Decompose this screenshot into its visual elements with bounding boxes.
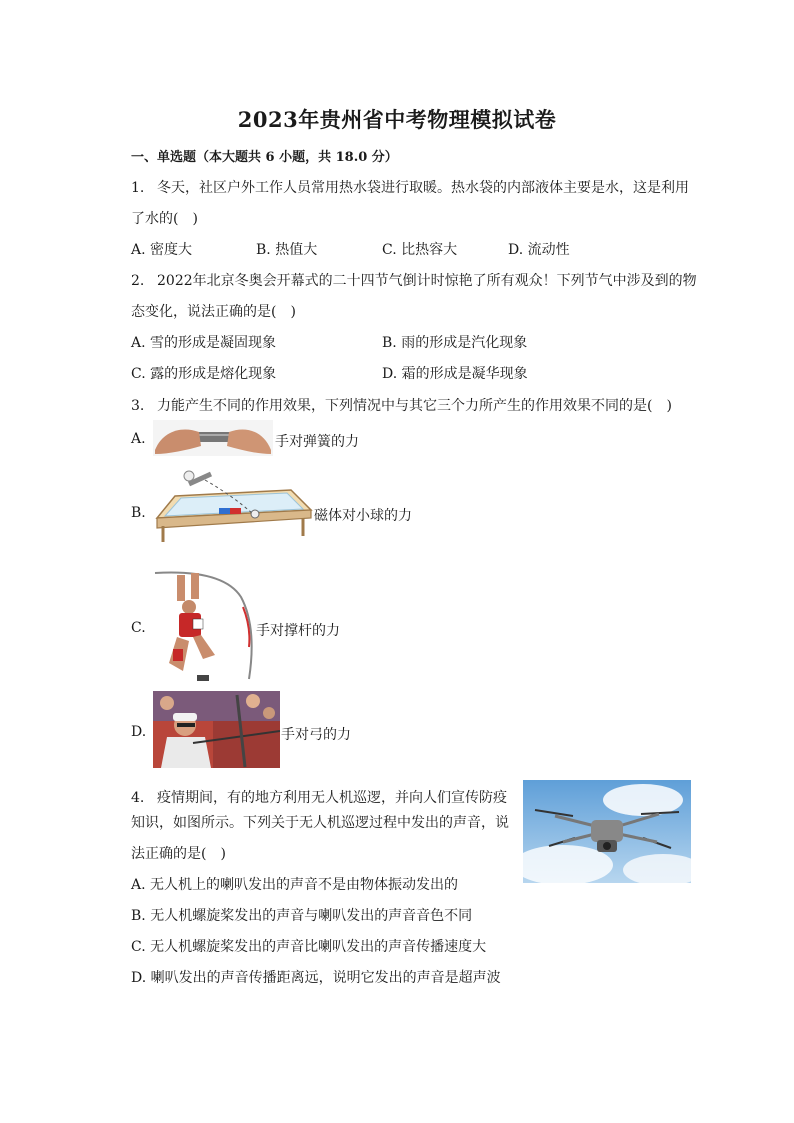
question-4-stem-cont-1: 知识，如图所示。下列关于无人机巡逻过程中发出的声音，说 — [131, 815, 509, 831]
section-heading: 一、单选题（本大题共 6 小题，共 18.0 分） — [131, 150, 398, 165]
question-number: 2. — [131, 273, 145, 289]
exam-title: 2023年贵州省中考物理模拟试卷 — [237, 107, 557, 132]
q2-option-a[interactable]: A. 雪的形成是凝固现象 — [131, 335, 277, 351]
q2-option-c[interactable]: C. 露的形成是熔化现象 — [131, 366, 277, 382]
question-3-stem: 3. 力能产生不同的作用效果，下列情况中与其它三个力所产生的作用效果不同的是( ) — [131, 398, 672, 414]
pole-vaulter-image — [153, 567, 257, 683]
drone-image — [523, 780, 691, 883]
question-number: 4. — [131, 790, 145, 806]
question-4-stem-cont-2: 法正确的是( ) — [131, 846, 226, 862]
q1-option-d[interactable]: D. 流动性 — [508, 242, 570, 258]
question-number: 3. — [131, 398, 145, 414]
magnet-ball-tray-image — [153, 466, 313, 544]
question-4-stem: 4. 疫情期间，有的地方利用无人机巡逻，并向人们宣传防疫 — [131, 790, 507, 806]
q1-option-c[interactable]: C. 比热容大 — [382, 242, 458, 258]
q3-option-d-caption: 手对弓的力 — [281, 727, 351, 743]
question-2-stem-cont: 态变化，说法正确的是( ) — [131, 304, 296, 320]
hands-spring-image — [153, 420, 273, 456]
question-1-stem: 1. 冬天，社区户外工作人员常用热水袋进行取暖。热水袋的内部液体主要是水，这是利用 — [131, 180, 689, 196]
q1-option-b[interactable]: B. 热值大 — [256, 242, 318, 258]
q3-option-a-caption: 手对弹簧的力 — [275, 434, 359, 450]
q3-option-c-caption: 手对撑杆的力 — [256, 623, 340, 639]
q4-option-c[interactable]: C. 无人机螺旋桨发出的声音比喇叭发出的声音传播速度大 — [131, 939, 487, 955]
question-2-stem: 2. 2022年北京冬奥会开幕式的二十四节气倒计时惊艳了所有观众！下列节气中涉及到的物 — [131, 273, 697, 289]
q4-option-d[interactable]: D. 喇叭发出的声音传播距离远，说明它发出的声音是超声波 — [131, 970, 501, 986]
q3-option-b-caption: 磁体对小球的力 — [314, 508, 412, 524]
q2-option-d[interactable]: D. 霜的形成是凝华现象 — [382, 366, 528, 382]
q4-option-b[interactable]: B. 无人机螺旋桨发出的声音与喇叭发出的声音音色不同 — [131, 908, 473, 924]
question-1-stem-cont: 了水的( ) — [131, 211, 198, 227]
q3-option-a-label[interactable]: A. — [131, 431, 146, 447]
q3-option-d-label[interactable]: D. — [131, 724, 147, 740]
question-number: 1. — [131, 180, 145, 196]
q3-option-c-label[interactable]: C. — [131, 620, 146, 636]
q2-option-b[interactable]: B. 雨的形成是汽化现象 — [382, 335, 528, 351]
q1-option-a[interactable]: A. 密度大 — [131, 242, 193, 258]
q4-option-a[interactable]: A. 无人机上的喇叭发出的声音不是由物体振动发出的 — [131, 877, 459, 893]
q3-option-b-label[interactable]: B. — [131, 505, 146, 521]
archer-image — [153, 691, 280, 768]
